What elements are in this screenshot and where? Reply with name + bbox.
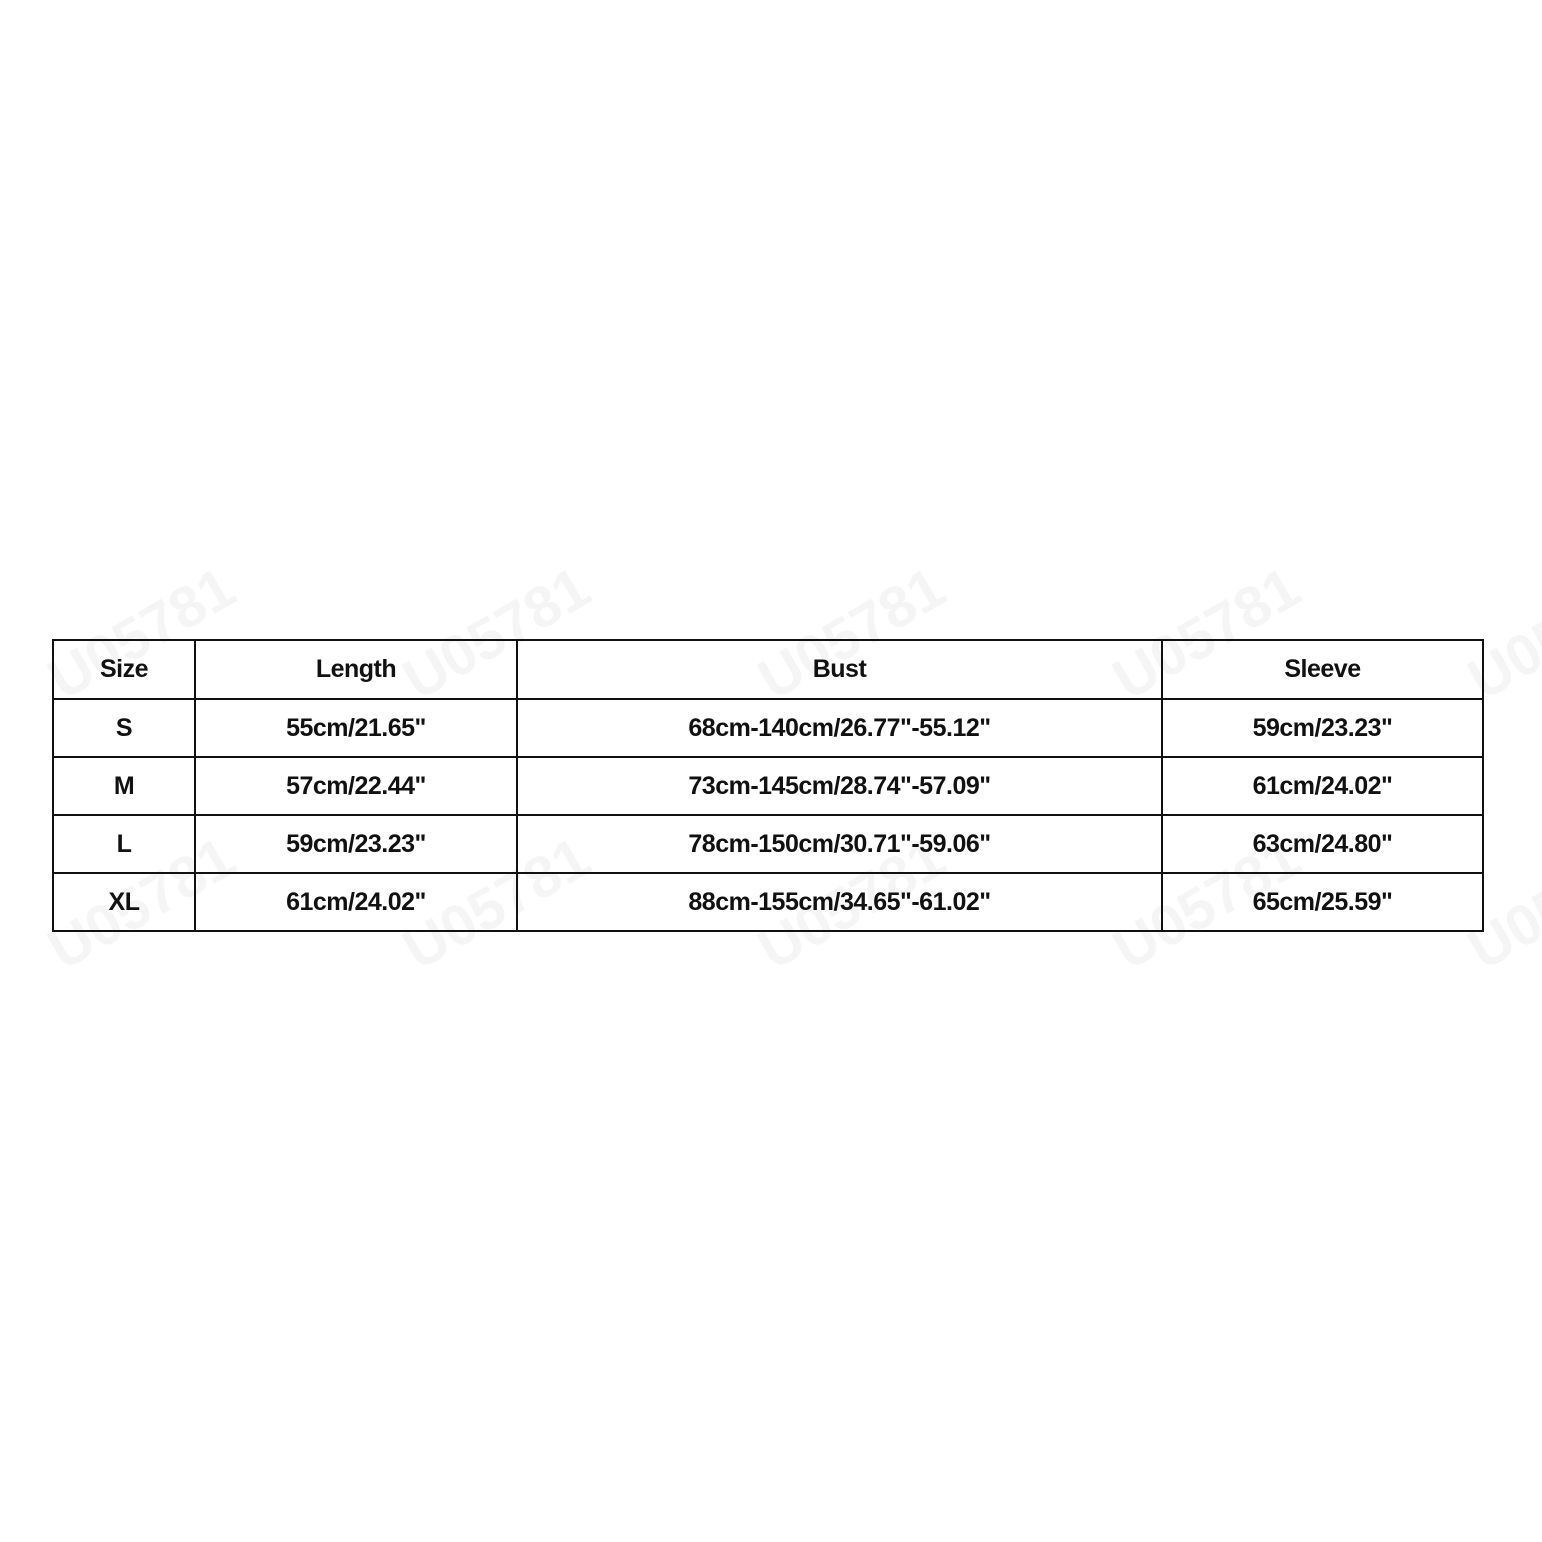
cell-sleeve: 61cm/24.02" [1162,757,1483,815]
header-length: Length [195,640,517,699]
table-row [53,873,1483,931]
cell-size: L [53,815,195,873]
cell-bust: 78cm-150cm/30.71"-59.06" [517,815,1162,873]
cell-length: 61cm/24.02" [195,873,517,931]
cell-size: XL [53,873,195,931]
table-row [53,815,1483,873]
cell-sleeve: 65cm/25.59" [1162,873,1483,931]
cell-size: M [53,757,195,815]
size-chart-table [52,639,1484,932]
header-sleeve: Sleeve [1162,640,1483,699]
header-size: Size [53,640,195,699]
cell-length: 57cm/22.44" [195,757,517,815]
table-row [53,699,1483,757]
cell-length: 55cm/21.65" [195,699,517,757]
table-header-row [53,640,1483,699]
table-row [53,757,1483,815]
cell-length: 59cm/23.23" [195,815,517,873]
cell-bust: 73cm-145cm/28.74"-57.09" [517,757,1162,815]
cell-bust: 88cm-155cm/34.65"-61.02" [517,873,1162,931]
cell-sleeve: 63cm/24.80" [1162,815,1483,873]
cell-sleeve: 59cm/23.23" [1162,699,1483,757]
header-bust: Bust [517,640,1162,699]
cell-size: S [53,699,195,757]
cell-bust: 68cm-140cm/26.77"-55.12" [517,699,1162,757]
